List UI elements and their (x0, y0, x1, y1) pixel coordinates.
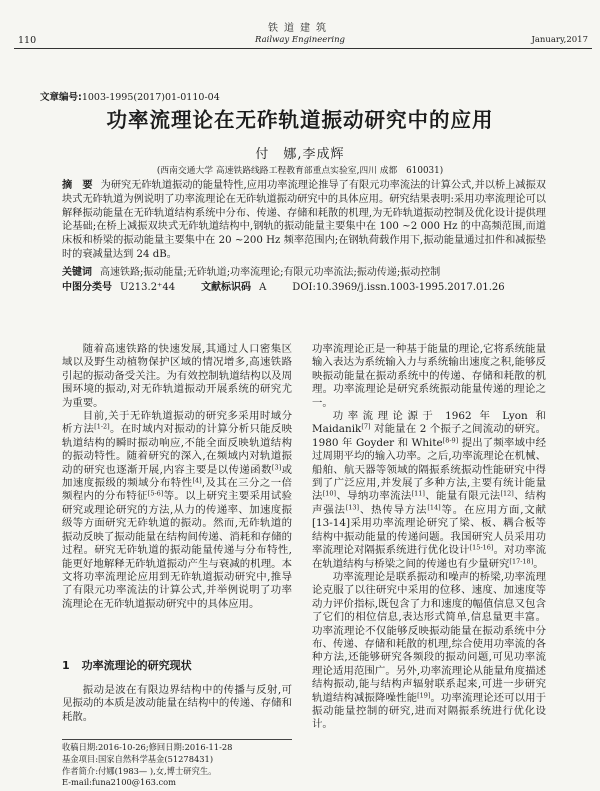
left-column-top (62, 343, 292, 611)
doc-code-label: 文献标识码 (201, 282, 252, 293)
footnote-fund: 基金项目:国家自然科学基金(51278431) (62, 753, 214, 764)
doc-code-value: A (259, 282, 267, 293)
text-run: 。功率流理论还可以用于振动能量控制的研究,进而对隔振系统进行优化设计。 (312, 691, 547, 731)
text-run: 等。以上研究主要采用试验研究或理论研究的方法,从力的传递率、加速度振级等方面研究无砟轨道的振动。然而,无砟轨道的振动反映了振动能量在结构间传递、消耗和存储的过程。研究无砟轨道的振动能量传递与分布特性,能更好地解释无砟轨道振动产生与衰减的机理。本文将功率流理论应用到无砟轨道振动研究中,推导了有限元功率流法的计算公式,并举例说明了功率流理论在无砟轨道振动研究中的具体应用。 (62, 490, 292, 610)
footnote-author-bio: 作者简介:付娜(1983— ),女,博士研究生。 (62, 765, 217, 776)
text-run: 、能量有限元法 (424, 490, 501, 503)
right-column (312, 343, 546, 732)
text-run: 功率流理论源于 1962 年 Lyon 和 Maidanik (312, 410, 546, 436)
body-paragraph (312, 571, 546, 732)
text-run: 目前,关于无砟轨道振动的研究多采用时域分析方法 (62, 410, 292, 436)
issue-date: January,2017 (531, 35, 588, 45)
text-run: 。 (533, 557, 544, 570)
keywords (62, 266, 546, 280)
text-run: 等。在应用方面,文献[13-14]采用功率流理论研究了梁、板、耦合板等结构中振动能量的传递问题。我国研究人员采用功率流理论对隔振系统进行优化设计 (312, 503, 547, 557)
doi: DOI:10.3969/j.issn.1003-1995.2017.01.26 (292, 282, 505, 293)
body-paragraph (312, 343, 546, 410)
classification-line (62, 281, 546, 295)
section-number: 1 (62, 659, 70, 672)
section-title: 功率流理论的研究现状 (81, 659, 192, 672)
citation-marker: [1-2] (94, 422, 110, 431)
citation-marker: [19] (417, 691, 431, 700)
section-heading (62, 657, 292, 673)
citation-marker: [3] (271, 463, 282, 472)
text-run: 功率流理论正是一种基于能量的理论,它将系统能量输入表达为系统输入力与系统输出速度之积,能够反映振动能量在振动系统中的传递、存储和耗散的机理。功率流理论是研究系统振动能量传递的理论之一。 (312, 343, 546, 409)
text-run: 、结构声强法 (312, 490, 547, 516)
affiliation: (西南交通大学 高速铁路线路工程教育部重点实验室,四川 成都 610031) (156, 166, 444, 176)
body-paragraph (62, 684, 292, 724)
text-run: 。对功率流在轨道结构与桥梁之间的传递也有少量研究 (312, 544, 546, 570)
left-column-bottom (62, 684, 292, 724)
abstract-text: 为研究无砟轨道振动的能量特性,应用功率流理论推导了有限元功率流法的计算公式,并以桥上减振双块式无砟轨道为例说明了功率流理论在无砟轨道振动研究中的具体应用。研究结果表明:采用功率流理论可以解释振动能量在无砟轨道结构系统中分布、传递、存储和耗散的机理,为无砟轨道振动控制及优化设计提供理论基础;在桥上减振双块式无砟轨道结构中,钢轨的振动能量主要集中在 100 ~2 000 Hz 的中高频范围,而道床板和桥梁的振动能量主要集中在 20 ~200 Hz 频率范围内;在钢轨荷载作用下,振动能量通过扣件和减振垫时的衰减量达到 24 dB。 (62, 180, 546, 260)
header-rule (14, 48, 592, 49)
clc-label: 中图分类号 (62, 282, 112, 293)
text-run: 。在时域内对振动的计算分析只能反映轨道结构的瞬时振动响应,不能全面反映轨道结构的振动特性。随着研究的深入,在频域内对轨道振动的研究也逐渐开展,内容主要是以传递函数 (62, 423, 293, 476)
text-run: 提出了频率域中经过周期平均的输入功率。之后,功率流理论在机械、船舶、航天器等领域的隔振系统振动性能研究中得到了广泛应用,并发展了多种方法,主要有统计能量法 (312, 436, 546, 503)
clc-value: U213.2⁺44 (120, 282, 176, 293)
citation-marker: [8-9] (442, 436, 459, 445)
author-list: 付 娜,李成辉 (255, 147, 345, 162)
citation-marker: [17-18] (509, 557, 534, 565)
citation-marker: [15-16] (469, 543, 494, 552)
citation-marker: [7] (361, 422, 371, 431)
text-run: 随着高速铁路的快速发展,其通过人口密集区域以及野生动植物保护区域的情况增多,高速铁路引起的振动备受关注。为有效控制轨道结构以及周围环境的振动,对无砟轨道振动开展系统的研究尤为重要。 (62, 343, 292, 409)
text-run: 、热传导方法 (359, 503, 428, 516)
text-run: 振动是波在有限边界结构中的传播与反射,可见振动的本质是波动能量在结构中的传递、存储和耗散。 (62, 684, 292, 723)
article-number (40, 89, 220, 103)
journal-name-en: Railway Engineering (254, 35, 346, 45)
footnote-rule (62, 739, 292, 740)
text-run: 或加速度振级的频域分布特性 (62, 463, 292, 490)
citation-marker: [14] (427, 503, 441, 512)
page-number: 110 (18, 35, 37, 46)
citation-marker: [4] (192, 476, 202, 485)
citation-marker: [11] (411, 489, 425, 498)
body-paragraph (312, 410, 546, 571)
abstract-label: 摘 要 (62, 180, 93, 191)
body-paragraph (62, 343, 292, 410)
text-run: ,及其在三分之一倍频程内的分布特征 (62, 477, 292, 503)
body-paragraph (62, 410, 292, 611)
text-run: 、导纳功率流法 (336, 490, 412, 503)
journal-name-cn: 铁道建筑 (268, 23, 332, 34)
citation-marker: [12] (500, 489, 514, 498)
footnote-email: E-mail:funa2100@163.com (62, 777, 177, 788)
text-run: 功率流理论是联系振动和噪声的桥梁,功率流理论克服了以往研究中采用的位移、速度、加速度等动力评价指标,既包含了力和速度的幅值信息又包含了它们的相位信息,表达形式简单,信息量更丰富。功率流理论不仅能够反映振动能量在振动系统中分布、传递、存储和耗散的机理,综合使用功率流的各种方法,还能够研究各频段的振动问题,可见功率流理论适用范围广。另外,功率流理论从能量角度描述结构振动,能与结构声辐射联系起来,可进一步研究轨道结构减振降噪性能 (312, 570, 546, 704)
article-number-value: 1003-1995(2017)01-0110-04 (81, 92, 220, 103)
paper-title: 功率流理论在无砟轨道振动研究中的应用 (106, 108, 494, 132)
text-run: 对能量在 2 个振子之间流动的研究。1980 年 Goyder 和 White (312, 423, 546, 449)
keywords-text: 高速铁路;振动能量;无砟轨道;功率流理论;有限元功率流法;振动传递;振动控制 (100, 267, 441, 278)
citation-marker: [5-6] (147, 489, 164, 498)
article-number-label: 文章编号: (40, 92, 82, 103)
citation-marker: [10] (322, 489, 337, 498)
abstract (62, 179, 546, 262)
footnotes (62, 742, 294, 789)
footnote-received-date: 收稿日期:2016-10-26;修回日期:2016-11-28 (62, 742, 233, 752)
citation-marker: [13] (345, 503, 360, 512)
keywords-label: 关键词 (62, 267, 92, 278)
